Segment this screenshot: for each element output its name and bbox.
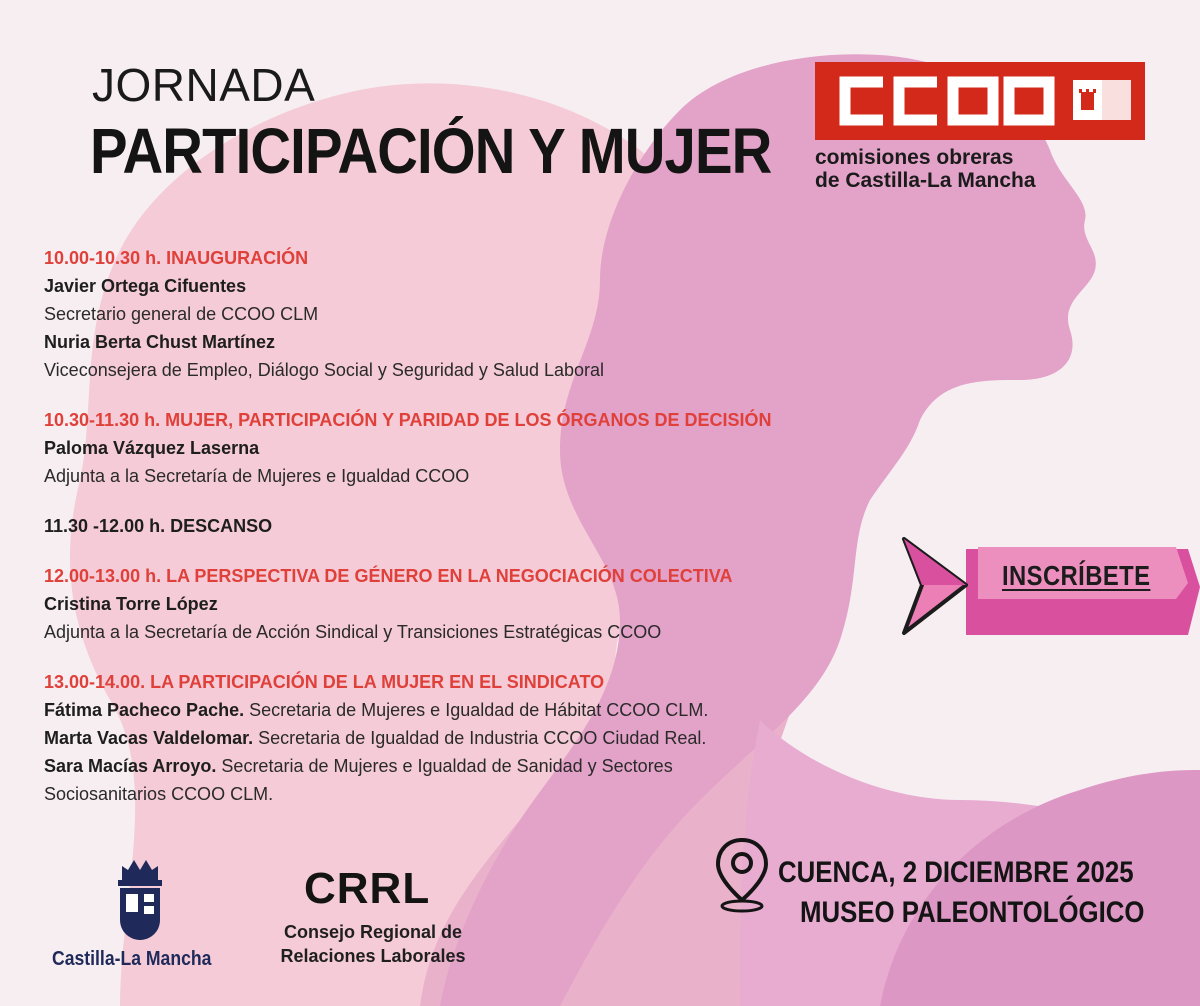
speaker-name: Nuria Berta Chust Martínez [44, 332, 276, 352]
ccoo-logo-subtitle [815, 146, 1145, 192]
crrl-subtitle-line1: Consejo Regional de [283, 922, 463, 942]
map-pin-icon [712, 836, 772, 916]
session-perspectiva-genero [44, 562, 904, 646]
ccoo-subtitle-line2: de Castilla-La Mancha [815, 169, 1036, 193]
event-venue: MUSEO PALEONTOLÓGICO [800, 896, 1145, 929]
event-pretitle: JORNADA [92, 59, 316, 111]
session-sindicato [44, 668, 904, 808]
crrl-subtitle [262, 920, 484, 968]
speaker-name: Paloma Vázquez Laserna [44, 438, 260, 458]
speaker-name: Fátima Pacheco Pache. [44, 700, 245, 720]
session-heading: 13.00-14.00. LA PARTICIPACIÓN DE LA MUJER EN EL SINDICATO [44, 672, 605, 692]
speaker-role: Adjunta a la Secretaría de Mujeres e Igualdad CCOO [44, 466, 470, 486]
session-heading: 11.30 -12.00 h. DESCANSO [44, 516, 273, 536]
castilla-flag-icon [1073, 80, 1131, 120]
speaker-role-continued: Sociosanitarios CCOO CLM. [44, 784, 274, 804]
session-heading: 10.00-10.30 h. INAUGURACIÓN [44, 248, 309, 268]
session-inauguracion [44, 244, 904, 384]
speaker-name: Sara Macías Arroyo. [44, 756, 217, 776]
ccoo-wordmark-icon [833, 74, 1063, 128]
speaker-role: Secretaria de Igualdad de Industria CCOO Ciudad Real. [253, 728, 707, 748]
castilla-la-mancha-emblem-icon [52, 858, 227, 944]
event-title: PARTICIPACIÓN Y MUJER [90, 115, 772, 187]
speaker-line [44, 696, 904, 724]
ccoo-logo [815, 62, 1145, 192]
speaker-line [44, 724, 904, 752]
session-heading: 10.30-11.30 h. MUJER, PARTICIPACIÓN Y PARIDAD DE LOS ÓRGANOS DE DECISIÓN [44, 410, 772, 430]
speaker-line [44, 752, 904, 780]
program-schedule [44, 244, 904, 830]
speaker-role: Viceconsejera de Empleo, Diálogo Social y Seguridad y Salud Laboral [44, 360, 605, 380]
inscribete-label[interactable]: INSCRÍBETE [1002, 560, 1151, 591]
crrl-logo: CRRL [304, 864, 431, 913]
crrl-subtitle-line2: Relaciones Laborales [280, 946, 466, 966]
speaker-name: Javier Ortega Cifuentes [44, 276, 247, 296]
speaker-role: Adjunta a la Secretaría de Acción Sindical y Transiciones Estratégicas CCOO [44, 622, 662, 642]
ccoo-logo-box [815, 62, 1145, 140]
castilla-la-mancha-label: Castilla-La Mancha [52, 948, 212, 970]
ccoo-subtitle-line1: comisiones obreras [815, 146, 1014, 169]
session-heading: 12.00-13.00 h. LA PERSPECTIVA DE GÉNERO EN LA NEGOCIACIÓN COLECTIVA [44, 566, 733, 586]
speaker-role: Secretaria de Mujeres e Igualdad de Sanidad y Sectores [216, 756, 673, 776]
speaker-role: Secretaria de Mujeres e Igualdad de Hábitat CCOO CLM. [244, 700, 709, 720]
speaker-name: Marta Vacas Valdelomar. [44, 728, 254, 748]
speaker-role: Secretario general de CCOO CLM [44, 304, 319, 324]
session-paridad [44, 406, 904, 490]
session-descanso [44, 512, 904, 540]
event-date-location: CUENCA, 2 DICIEMBRE 2025 [778, 856, 1134, 889]
speaker-name: Cristina Torre López [44, 594, 218, 614]
